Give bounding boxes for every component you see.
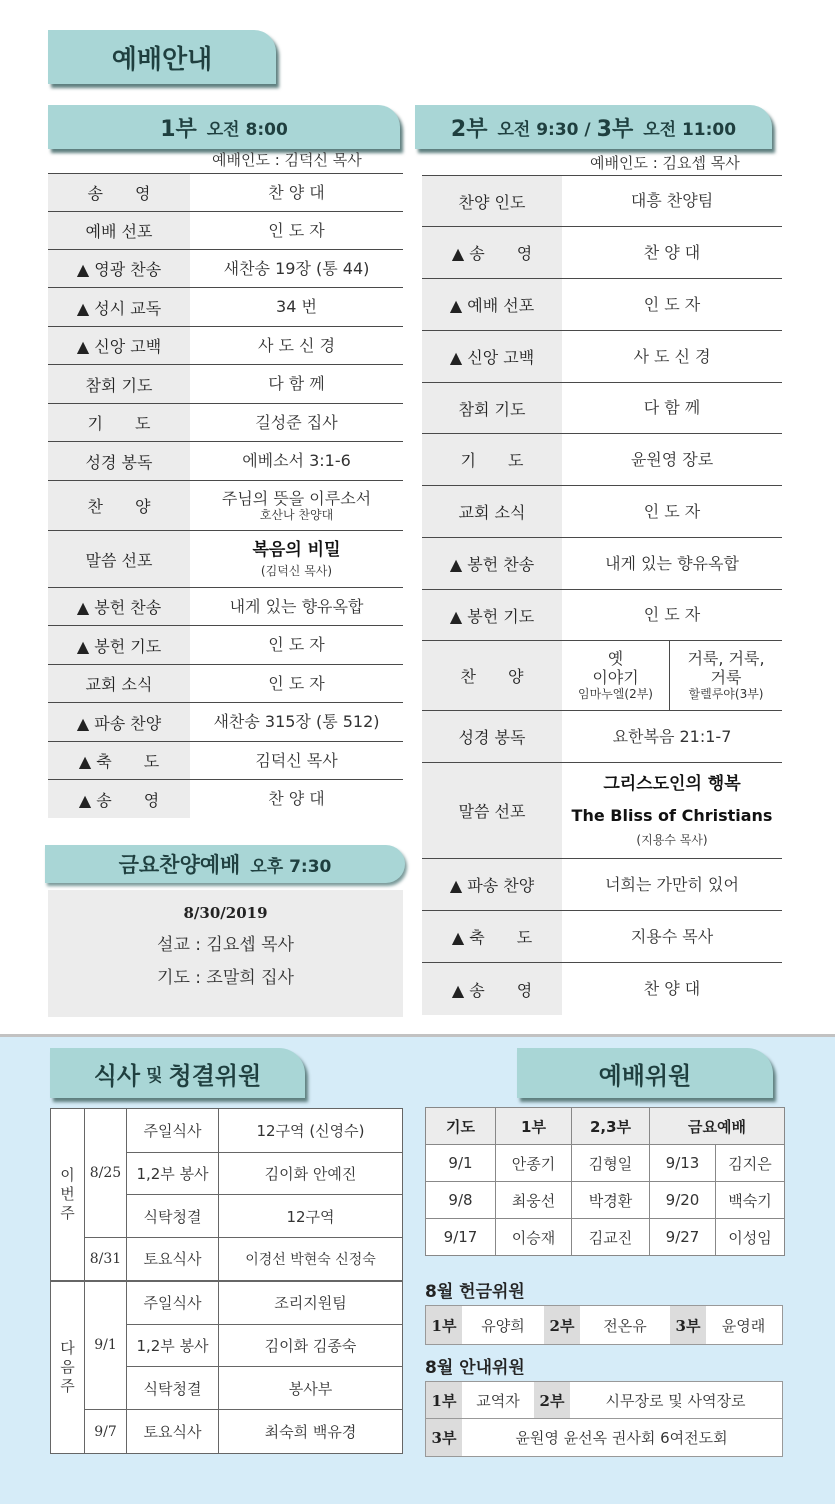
staff-cell: 김지은 [716,1145,785,1182]
service1-row-value: 34 번 [276,297,317,317]
service23-row [422,227,782,279]
service1-row [48,665,403,703]
section-divider [0,1034,835,1037]
guide-member: 교역자 [476,1391,520,1410]
service23-row [422,711,782,763]
service23-row-label: 찬양 인도 [422,176,562,226]
service1-row [48,588,403,626]
service1-row-sub: 호산나 찬양대 [259,507,334,522]
service1-row-value: 찬 양 대 [268,182,325,202]
main-title: 예배안내 [111,44,213,75]
sermon-title-english: The Bliss of Christians [571,805,773,825]
service23-row-label: 말씀 선포 [422,763,562,858]
service23-row-sub: (지용수 목사) [636,833,708,848]
meal-assignee: 12구역 [219,1195,403,1238]
meal-assignee: 최숙희 백유경 [219,1410,403,1454]
next-week-label: 다 음 주 [51,1281,85,1454]
service23-row-value: 인 도 자 [643,605,701,625]
service23-row-value: 윤원영 장로 [630,449,714,469]
meal-type: 1,2부 봉사 [127,1153,219,1195]
staff-cell: 김형일 [572,1145,650,1182]
service1-row-value: 길성준 집사 [255,412,338,432]
meal-assignee: 김이화 안예진 [219,1153,403,1195]
meal-type: 토요식사 [127,1410,219,1454]
service1-row-label: 말씀 선포 [48,531,190,587]
service23-row-value: 지용수 목사 [630,926,714,946]
staff-cell: 백숙기 [716,1182,785,1219]
offering-service: 3부 [670,1306,706,1344]
guide-title: 8월 안내위원 [425,1358,525,1378]
friday-prayer: 기도 : 조말희 집사 [157,968,294,988]
sermon-title-korean: 그리스도인의 행복 [603,773,741,794]
service23-row-label: ▲ 송 영 [422,963,562,1015]
meal-assignee: 12구역 (신영수) [219,1109,403,1153]
offering-member: 윤영래 [721,1316,766,1335]
service1-row-label: ▲ 축 도 [48,742,190,779]
service23-tab [415,105,772,149]
service23-row [422,331,782,383]
service1-row-label: ▲ 성시 교독 [48,288,190,326]
friday-date: 8/30/2019 [183,904,268,922]
offering-member: 전온유 [603,1316,647,1335]
service1-row-value: 사 도 신 경 [257,335,336,355]
service23-row-value: 찬 양 대 [643,242,701,262]
service23-row [422,486,782,538]
service23-row-value: 인 도 자 [643,501,701,521]
service23-row [422,590,782,641]
service23-row-label: ▲ 축 도 [422,911,562,962]
table-row [426,1219,785,1256]
meal-title-mid: 및 [146,1065,163,1086]
staff-cell: 이성임 [716,1219,785,1256]
service1-row-label: 참회 기도 [48,365,190,403]
meal-type: 주일식사 [127,1281,219,1325]
meal-assignee: 이경선 박현숙 신정숙 [219,1238,403,1281]
guide-service: 1부 [426,1382,462,1418]
offering-strip [425,1305,783,1345]
service23-row-value: 대흥 찬양팀 [630,191,714,211]
guide-member: 시무장로 및 사역장로 [605,1391,746,1410]
staff-header: 1부 [496,1108,572,1145]
table-row [51,1238,403,1281]
service1-row-label: ▲ 봉헌 기도 [48,626,190,664]
song-2nd-choir: 임마누엘(2부) [578,687,653,702]
table-row [426,1108,785,1145]
service23-row-value: 다 함 께 [643,398,701,418]
service23-row-label: ▲ 파송 찬양 [422,859,562,910]
meal-assignee: 봉사부 [219,1367,403,1410]
meal-date: 8/25 [85,1109,127,1238]
service23-row-label: 성경 봉독 [422,711,562,762]
staff-cell: 9/27 [650,1219,716,1256]
staff-cell: 박경환 [572,1182,650,1219]
service1-row-value: 주님의 뜻을 이루소서 [221,488,372,508]
service1-row-label: 찬 양 [48,481,190,530]
service23-row-label: ▲ 봉헌 찬송 [422,538,562,589]
friday-box [48,890,403,1017]
song-3rd-service: 거룩, 거룩, 거룩 [687,649,765,688]
staff-cell: 9/20 [650,1182,716,1219]
service1-row [48,780,403,818]
service1-row [48,250,403,288]
service23-row [422,859,782,911]
service1-row-label: 교회 소식 [48,665,190,702]
service23-row-label: 찬 양 [422,641,562,710]
meal-type: 토요식사 [127,1238,219,1281]
service1-row-label: 예배 선포 [48,212,190,249]
service23-row [422,538,782,590]
service1-row-value: 김덕신 목사 [255,750,338,770]
service1-row [48,365,403,404]
meal-table [50,1108,403,1454]
service23-row-label: 참회 기도 [422,383,562,433]
service1-row-value: 내게 있는 향유옥합 [229,596,364,616]
service1-row [48,626,403,665]
meal-title-a: 식사 [93,1061,141,1090]
service1-row-label: ▲ 봉헌 찬송 [48,588,190,625]
staff-header: 2,3부 [572,1108,650,1145]
service1-row-value: 찬 양 대 [268,789,325,809]
service1-row [48,531,403,588]
service23-title-a: 2부 [450,116,488,142]
guide-strip [425,1381,783,1419]
service23-row [422,641,782,711]
service23-row-label: ▲ 신앙 고백 [422,331,562,382]
offering-title: 8월 헌금위원 [425,1282,525,1302]
meal-assignee: 김이화 김종숙 [219,1325,403,1367]
staff-cell: 9/8 [426,1182,496,1219]
service1-row-label: ▲ 송 영 [48,780,190,818]
meal-date: 9/7 [85,1410,127,1454]
friday-sermon: 설교 : 김요셉 목사 [157,935,294,955]
staff-cell: 김교진 [572,1219,650,1256]
guide-member: 윤원영 윤선옥 권사회 6여전도회 [515,1429,728,1447]
staff-cell: 9/13 [650,1145,716,1182]
service23-title-b: 3부 [596,116,634,142]
main-title-tab [48,30,276,84]
service1-row-label: ▲ 영광 찬송 [48,250,190,287]
service1-row [48,327,403,365]
staff-header: 기도 [426,1108,496,1145]
friday-title: 금요찬양예배 [118,853,241,877]
meal-type: 주일식사 [127,1109,219,1153]
service23-row [422,763,782,859]
service1-row-value: 인 도 자 [268,635,325,655]
service23-leader: 예배인도 : 김요셉 목사 [590,154,740,172]
staff-header: 금요예배 [650,1108,785,1145]
guide-service: 2부 [534,1382,570,1418]
service1-row [48,404,403,442]
staff-tab [517,1048,773,1098]
staff-cell: 최웅선 [496,1182,572,1219]
song-2nd-service: 옛 이야기 [592,649,639,688]
this-week-label: 이 번 주 [51,1109,85,1281]
service23-row-label: ▲ 봉헌 기도 [422,590,562,640]
meal-date: 9/1 [85,1281,127,1410]
service1-row-label: 기 도 [48,404,190,441]
staff-cell: 9/17 [426,1219,496,1256]
table-row [51,1281,403,1325]
service1-title: 1부 [160,116,197,142]
sermon-title: 복음의 비밀 [252,539,341,560]
meal-assignee: 조리지원팀 [219,1281,403,1325]
service1-row-label: 송 영 [48,174,190,211]
service23-time-b: 오전 11:00 [643,119,737,140]
service1-row [48,442,403,481]
friday-tab [45,845,405,883]
service23-row [422,911,782,963]
staff-table [425,1107,785,1256]
service1-row-sub: (김덕신 목사) [260,564,333,578]
service1-row-label: 성경 봉독 [48,442,190,480]
offering-member: 유양희 [481,1316,525,1335]
service23-row-value: 사 도 신 경 [633,346,711,366]
service1-row-value: 새찬송 315장 (통 512) [213,712,380,732]
service23-row-label: ▲ 송 영 [422,227,562,278]
meal-type: 식탁청결 [127,1195,219,1238]
service23-row-value: 인 도 자 [643,294,701,314]
meal-type: 식탁청결 [127,1367,219,1410]
meal-date: 8/31 [85,1238,127,1281]
service1-row [48,288,403,327]
service1-row-value: 에베소서 3:1-6 [242,451,351,471]
service1-row [48,173,403,212]
guide-strip [425,1419,783,1457]
song-3rd-choir: 할렐루야(3부) [688,687,764,702]
service23-row-label: ▲ 예배 선포 [422,279,562,330]
offering-service: 2부 [544,1306,580,1344]
table-row [51,1109,403,1153]
service1-row-value: 다 함 께 [268,374,325,394]
table-row [426,1145,785,1182]
service23-row-label: 기 도 [422,434,562,485]
service23-time-a: 오전 9:30 / [497,119,591,140]
staff-title: 예배위원 [598,1061,692,1090]
service1-tab [48,105,400,149]
staff-cell: 9/1 [426,1145,496,1182]
service1-time: 오전 8:00 [206,119,288,140]
service1-row-label: ▲ 신앙 고백 [48,327,190,364]
meal-type: 1,2부 봉사 [127,1325,219,1367]
service23-row-value: 너희는 가만히 있어 [605,874,739,894]
meal-tab [50,1048,305,1098]
friday-time: 오후 7:30 [250,856,332,877]
service23-row-value: 찬 양 대 [643,979,701,999]
service1-row [48,481,403,531]
service23-row [422,279,782,331]
service23-row-label: 교회 소식 [422,486,562,537]
staff-cell: 안종기 [496,1145,572,1182]
service1-row [48,742,403,780]
service1-row-value: 인 도 자 [268,673,325,693]
guide-service: 3부 [426,1419,462,1456]
meal-title-b: 청결위원 [168,1061,262,1090]
staff-cell: 이승재 [496,1219,572,1256]
service1-row [48,212,403,250]
service23-row-value: 내게 있는 향유옥합 [605,553,739,573]
service23-row [422,963,782,1015]
service1-row-label: ▲ 파송 찬양 [48,703,190,741]
service23-row [422,434,782,486]
offering-service: 1부 [426,1306,462,1344]
service1-row [48,703,403,742]
service1-leader: 예배인도 : 김덕신 목사 [212,151,362,169]
table-row [426,1182,785,1219]
table-row [51,1410,403,1454]
service23-row [422,383,782,434]
service23-row [422,175,782,227]
service23-row-value: 요한복음 21:1-7 [612,726,732,746]
service1-row-value: 인 도 자 [268,220,325,240]
service1-row-value: 새찬송 19장 (통 44) [223,258,370,278]
